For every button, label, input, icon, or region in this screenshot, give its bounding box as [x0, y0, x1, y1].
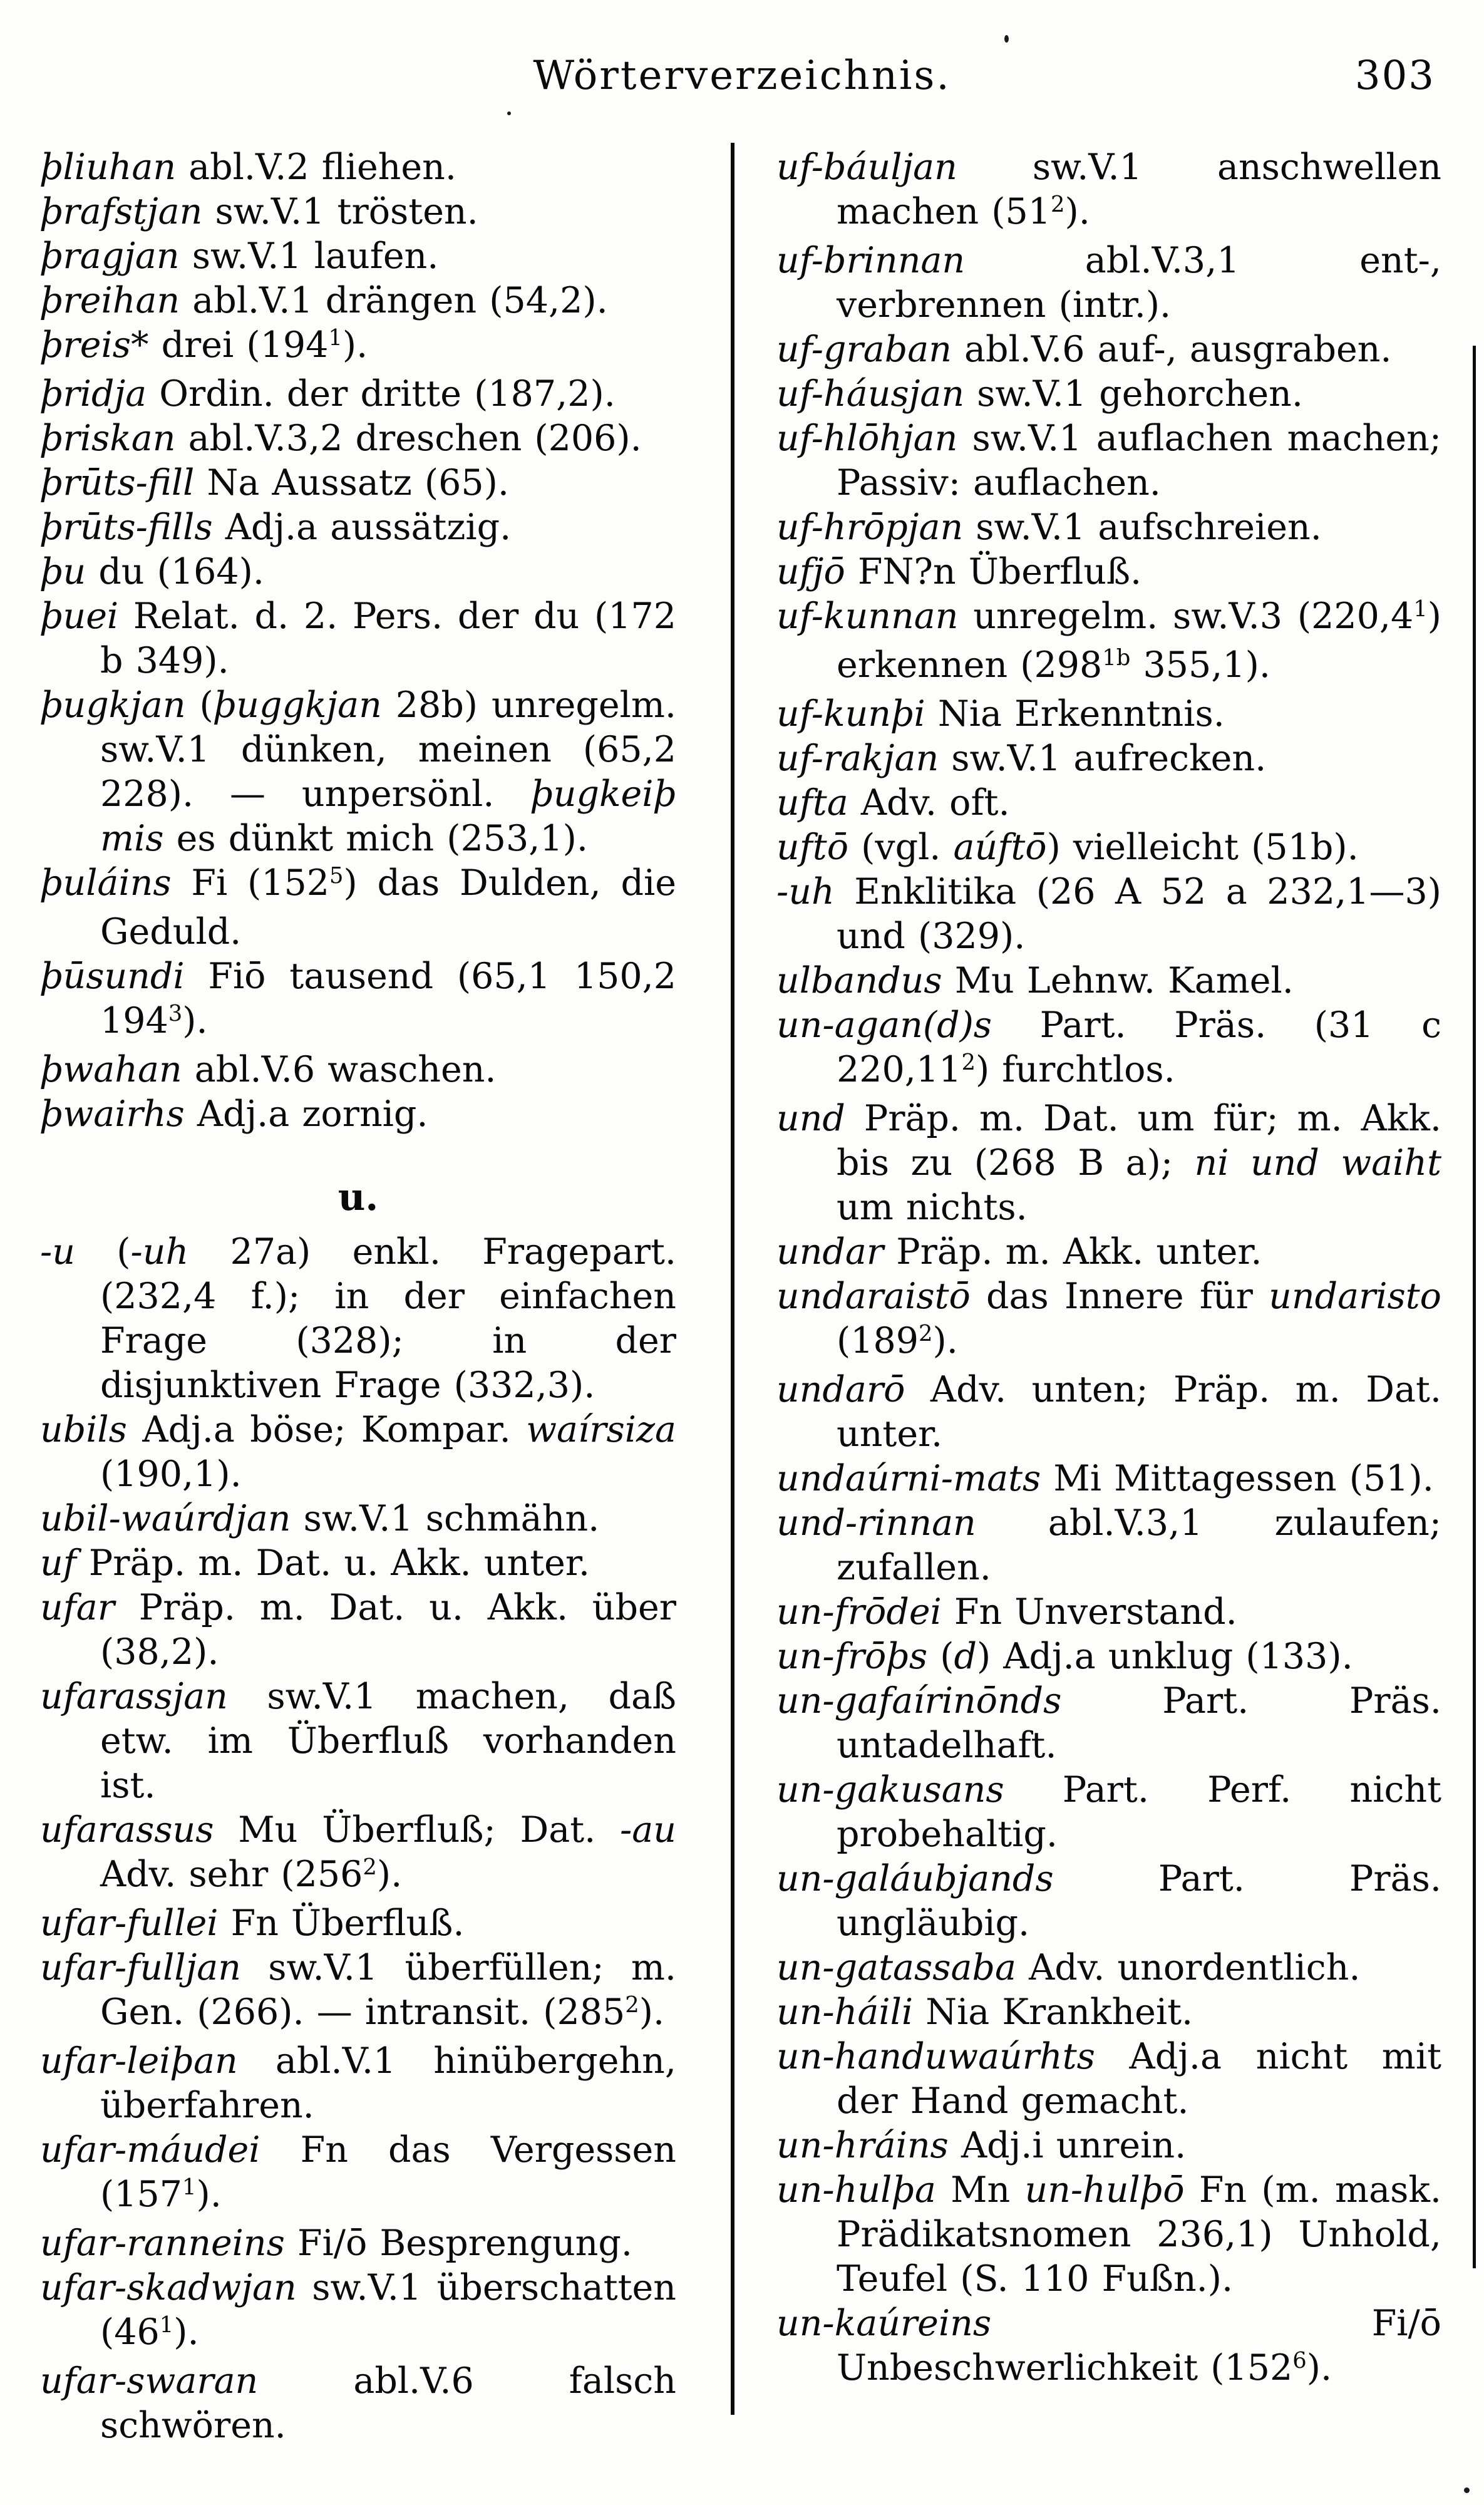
entry-gloss: d: [954, 1636, 977, 1677]
dictionary-entry: [776, 550, 1441, 594]
dictionary-entry: [40, 1092, 676, 1137]
entry-gloss: sw.V.1 laufen.: [179, 235, 439, 277]
dictionary-entry: [776, 1457, 1441, 1501]
dictionary-entry: [776, 1946, 1441, 1990]
dictionary-entry: [776, 1679, 1441, 1768]
entry-gloss: waírsiza: [526, 1409, 676, 1450]
scan-speck: [507, 111, 511, 115]
entry-gloss: Relat. d. 2. Pers. der du (172 b 349).: [100, 596, 676, 681]
entry-gloss: drei (194: [148, 324, 329, 366]
entry-lemma: uf-rakjan: [776, 738, 939, 779]
entry-gloss: sw.V.1 überfüllen; m. Gen. (266). — intransit. (285: [100, 1947, 676, 2033]
dictionary-entry: [40, 2039, 676, 2128]
entry-lemma: þliuhan: [40, 147, 177, 188]
entry-gloss: (: [185, 684, 214, 726]
entry-gloss: ).: [182, 1000, 208, 1041]
entry-gloss: unregelm. sw.V.3 (220,4: [958, 596, 1414, 637]
dictionary-entry: [40, 1586, 676, 1675]
entry-lemma: ufar: [40, 1587, 115, 1628]
dictionary-entry: [776, 825, 1441, 870]
entry-gloss: Adj.a zornig.: [184, 1093, 428, 1135]
entry-lemma: þwairhs: [40, 1093, 185, 1135]
dictionary-entry: [40, 372, 676, 416]
dictionary-entry: [40, 1901, 676, 1946]
entry-gloss: Adv. oft.: [848, 782, 1010, 824]
entry-lemma: þwahan: [40, 1049, 182, 1090]
entry-lemma: þu: [40, 551, 86, 592]
superscript-ref: 2: [363, 1854, 377, 1880]
entry-lemma: ufar-ranneins: [40, 2223, 285, 2264]
entry-gloss: Nia Krankheit.: [913, 1991, 1193, 2033]
entry-gloss: (: [927, 1636, 954, 1677]
entry-lemma: ufar-swaran: [40, 2360, 259, 2402]
entry-gloss: þuggkjan: [213, 684, 382, 726]
entry-gloss: sw.V.1 überschatten (46: [100, 2267, 676, 2353]
entry-lemma: þuláins: [40, 862, 172, 904]
dictionary-entry: [776, 2168, 1441, 2301]
entry-gloss: ) Adj.a unklug (133).: [976, 1636, 1353, 1677]
entry-gloss: Part. Präs. ungläubig.: [837, 1858, 1441, 1944]
entry-gloss: ).: [932, 1320, 958, 1361]
entry-lemma: þridja: [40, 373, 147, 415]
entry-gloss: ).: [173, 2311, 199, 2353]
entry-gloss: Präp. m. Akk. unter.: [884, 1231, 1262, 1273]
dictionary-entry: [776, 1274, 1441, 1368]
entry-gloss: (189: [837, 1320, 919, 1361]
entry-gloss: abl.V.6 waschen.: [182, 1049, 497, 1090]
entry-lemma: ulbandus: [776, 960, 942, 1001]
entry-gloss: Enklitika (26 A 52 a 232,1—3) und (329).: [834, 871, 1441, 957]
entry-gloss: Fi/ō Besprengung.: [284, 2223, 632, 2264]
dictionary-entry: [40, 1808, 676, 1901]
entry-lemma: uftō: [776, 827, 849, 868]
dictionary-entry: [40, 145, 676, 190]
dictionary-entry: [776, 781, 1441, 825]
dictionary-entry: [776, 1003, 1441, 1097]
dictionary-entry: [776, 239, 1441, 328]
entry-gloss: abl.V.1 hinübergehn, überfahren.: [100, 2040, 676, 2126]
entry-lemma: und-rinnan: [776, 1502, 976, 1544]
entry-lemma: ubil-waúrdjan: [40, 1498, 291, 1539]
dictionary-entry: [776, 1097, 1441, 1230]
dictionary-entry: [776, 594, 1441, 692]
entry-lemma: un-gatassaba: [776, 1947, 1016, 1988]
superscript-ref: 1: [159, 2311, 174, 2338]
dictionary-entry: [40, 234, 676, 279]
entry-lemma: uf-báuljan: [776, 147, 957, 188]
entry-gloss: es dünkt mich (253,1).: [163, 818, 589, 859]
entry-gloss: Fn Unverstand.: [941, 1591, 1237, 1633]
entry-lemma: un-frōdei: [776, 1591, 942, 1633]
entry-lemma: þriskan: [40, 418, 176, 459]
entry-gloss: Fi/ō Unbeschwerlichkeit (152: [837, 2303, 1441, 2389]
entry-lemma: þūsundi: [40, 956, 185, 997]
dictionary-entry: [40, 2128, 676, 2221]
entry-gloss: sw.V.1 aufrecken.: [939, 738, 1267, 779]
superscript-ref: 5: [329, 862, 344, 889]
page-title: Wörterverzeichnis.: [533, 53, 951, 99]
entry-gloss: -au: [620, 1809, 676, 1851]
left-column: [40, 145, 676, 2448]
dictionary-entry: [40, 416, 676, 461]
dictionary-entry: [776, 959, 1441, 1003]
superscript-ref: 2: [961, 1049, 976, 1075]
entry-gloss: sw.V.1 aufschreien.: [963, 507, 1322, 548]
dictionary-entry: [776, 1857, 1441, 1946]
entry-gloss: aúftō: [953, 827, 1047, 868]
entry-lemma: undaraistō: [776, 1276, 971, 1317]
entry-gloss: abl.V.6 falsch schwören.: [100, 2360, 676, 2446]
entry-lemma: uf-háusjan: [776, 373, 965, 415]
dictionary-entry: [40, 190, 676, 234]
entry-gloss: ) furchtlos.: [975, 1049, 1175, 1090]
entry-gloss: abl.V.6 auf-, ausgraben.: [951, 329, 1392, 370]
entry-lemma: ufar-fullei: [40, 1903, 219, 1944]
entry-lemma: -uh: [776, 871, 835, 912]
entry-lemma: ufar-skadwjan: [40, 2267, 297, 2308]
dictionary-entry: [776, 145, 1441, 239]
entry-gloss: Fiō tausend (65,1 150,2 194: [100, 956, 676, 1041]
dictionary-entry: [776, 372, 1441, 416]
dictionary-entry: [40, 323, 676, 372]
superscript-ref: 2: [919, 1320, 933, 1346]
entry-lemma: un-galáubjands: [776, 1858, 1054, 1899]
entry-gloss: sw.V.1 machen, daß etw. im Überfluß vorhanden ist.: [100, 1676, 676, 1806]
entry-lemma: þreihan: [40, 280, 180, 321]
dictionary-entry: [40, 2221, 676, 2266]
entry-gloss: Adj.a böse; Kompar.: [126, 1409, 527, 1450]
entry-lemma: un-hráins: [776, 2125, 949, 2166]
entry-gloss: undaristo: [1269, 1276, 1441, 1317]
entry-lemma: un-gakusans: [776, 1769, 1004, 1810]
superscript-ref: 1: [182, 2174, 197, 2200]
column-divider-rule: [731, 143, 734, 2415]
dictionary-entry: [776, 1230, 1441, 1274]
entry-gloss: Adv. unten; Präp. m. Dat. unter.: [837, 1369, 1441, 1455]
entry-lemma: uf-hlōhjan: [776, 418, 958, 459]
entry-lemma: þragjan: [40, 235, 180, 277]
dictionary-entry: [40, 1497, 676, 1541]
dictionary-entry: [40, 2266, 676, 2359]
entry-gloss: FN?n Überfluß.: [845, 551, 1142, 592]
entry-lemma: uf: [40, 1542, 76, 1584]
scan-speck: [1004, 35, 1009, 43]
dictionary-entry: [40, 954, 676, 1048]
entry-gloss: sw.V.1 trösten.: [202, 191, 478, 232]
entry-gloss: Adj.a aussätzig.: [212, 507, 512, 548]
dictionary-entry: [40, 861, 676, 954]
entry-lemma: þuei: [40, 596, 119, 637]
entry-gloss: Part. Präs. (31 c 220,11: [837, 1005, 1441, 1090]
entry-lemma: un-hulþa: [776, 2169, 936, 2211]
entry-gloss: um nichts.: [837, 1187, 1028, 1228]
dictionary-entry: [40, 1230, 676, 1408]
dictionary-entry: [776, 1990, 1441, 2035]
entry-gloss: Part. Präs. untadelhaft.: [837, 1680, 1441, 1766]
entry-gloss: sw.V.1 anschwellen machen (51: [837, 147, 1441, 232]
entry-gloss: Nia Erkenntnis.: [925, 693, 1225, 735]
entry-gloss: Mu Überfluß; Dat.: [214, 1809, 621, 1851]
entry-gloss: sw.V.1 schmähn.: [291, 1498, 600, 1539]
dictionary-entry: [776, 870, 1441, 959]
entry-lemma: un-háili: [776, 1991, 914, 2033]
dictionary-entry: [40, 1946, 676, 2039]
dictionary-entry: [776, 1368, 1441, 1457]
entry-gloss: ) vielleicht (51b).: [1046, 827, 1359, 868]
entry-gloss: Fn das Vergessen (157: [100, 2129, 676, 2215]
entry-gloss: Fi (152: [171, 862, 330, 904]
entry-gloss: Adv. sehr (256: [100, 1854, 363, 1895]
entry-gloss: Fn Überfluß.: [218, 1903, 465, 1944]
entry-lemma: un-kaúreins: [776, 2303, 992, 2344]
superscript-ref: 3: [168, 1000, 183, 1026]
entry-lemma: und: [776, 1098, 845, 1139]
dictionary-entry: [40, 2359, 676, 2448]
entry-gloss: Mn: [935, 2169, 1025, 2211]
entry-lemma: undar: [776, 1231, 884, 1273]
entry-lemma: þrūts-fill: [40, 462, 195, 504]
entry-lemma: un-frōþs: [776, 1636, 928, 1677]
page-number: 303: [1354, 53, 1435, 99]
entry-lemma: un-gafaírinōnds: [776, 1680, 1062, 1722]
page-edge-line: [1473, 346, 1476, 2268]
dictionary-entry: [40, 1541, 676, 1586]
entry-gloss: Mi Mittagessen (51).: [1041, 1458, 1434, 1499]
entry-gloss: Na Aussatz (65).: [194, 462, 509, 504]
entry-gloss: Präp. m. Dat. um für; m. Akk. bis zu (268 B a);: [837, 1098, 1441, 1184]
entry-lemma: ufar-fulljan: [40, 1947, 241, 1988]
entry-gloss: Mu Lehnw. Kamel.: [942, 960, 1294, 1001]
entry-gloss: Part. Perf. nicht probehaltig.: [837, 1769, 1441, 1855]
entry-lemma: uf-kunþi: [776, 693, 925, 735]
dictionary-entry: [776, 1635, 1441, 1679]
dictionary-entry: [776, 416, 1441, 505]
entry-gloss: (vgl.: [848, 827, 954, 868]
entry-gloss: 27a) enkl. Fragepart. (232,4 f.); in der einfachen Frage (328); in der disjunktiven Frage (332,3).: [100, 1231, 677, 1406]
superscript-ref: 1b: [1102, 644, 1131, 671]
dictionary-entry: [40, 505, 676, 550]
entry-lemma: þrafstjan: [40, 191, 203, 232]
scan-speck: [1464, 2487, 1470, 2493]
dictionary-entry: [40, 279, 676, 323]
dictionary-entry: [776, 2124, 1441, 2168]
superscript-ref: 1: [328, 324, 343, 351]
entry-lemma: un-agan(d)s: [776, 1005, 992, 1046]
dictionary-entry: [776, 736, 1441, 781]
entry-gloss: sw.V.1 gehorchen.: [964, 373, 1303, 415]
entry-gloss: das Innere für: [970, 1276, 1269, 1317]
entry-gloss: ).: [1064, 191, 1090, 232]
entry-gloss: du (164).: [86, 551, 265, 592]
dictionary-entry: [776, 505, 1441, 550]
entry-lemma: þreis*: [40, 324, 149, 366]
right-column: [776, 145, 1441, 2395]
entry-gloss: Adv. unordentlich.: [1016, 1947, 1361, 1988]
dictionary-entry: [776, 1768, 1441, 1857]
entry-gloss: abl.V.2 fliehen.: [176, 147, 456, 188]
dictionary-entry: [40, 1675, 676, 1808]
entry-lemma: uf-brinnan: [776, 240, 966, 281]
entry-lemma: ufta: [776, 782, 848, 824]
entry-gloss: abl.V.3,1 zulaufen; zufallen.: [837, 1502, 1441, 1588]
entry-lemma: -u: [40, 1231, 75, 1273]
entry-gloss: Fn (m. mask. Prädikatsnomen 236,1) Unhold, Teufel (S. 110 Fußn.).: [837, 2169, 1442, 2300]
entry-lemma: ufjō: [776, 551, 845, 592]
entry-lemma: un-handuwaúrhts: [776, 2036, 1095, 2077]
entry-gloss: Präp. m. Dat. u. Akk. unter.: [76, 1542, 590, 1584]
superscript-ref: 1: [1413, 596, 1428, 622]
entry-gloss: ).: [376, 1854, 403, 1895]
entry-gloss: ).: [196, 2174, 222, 2215]
entry-gloss: (190,1).: [100, 1454, 242, 1495]
entry-gloss: abl.V.3,1 ent-, verbrennen (intr.).: [837, 240, 1441, 326]
entry-lemma: uf-graban: [776, 329, 952, 370]
entry-lemma: ufarassus: [40, 1809, 214, 1851]
entry-gloss: abl.V.3,2 dreschen (206).: [175, 418, 642, 459]
section-heading: u.: [338, 1175, 379, 1219]
superscript-ref: 2: [1051, 191, 1065, 217]
superscript-ref: 2: [625, 1991, 639, 2018]
entry-gloss: ) das Dulden, die Geduld.: [100, 862, 676, 953]
dictionary-entry: [40, 594, 676, 683]
dictionary-entry: [776, 2301, 1441, 2395]
entry-lemma: þrūts-fills: [40, 507, 213, 548]
entry-lemma: ufarassjan: [40, 1676, 228, 1717]
entry-lemma: uf-hrōpjan: [776, 507, 964, 548]
entry-lemma: undaúrni-mats: [776, 1458, 1041, 1499]
entry-gloss: 355,1).: [1130, 644, 1271, 686]
dictionary-entry: [776, 1501, 1441, 1590]
dictionary-entry: [40, 1408, 676, 1497]
entry-gloss: Ordin. der dritte (187,2).: [147, 373, 616, 415]
entry-gloss: -uh: [130, 1231, 189, 1273]
entry-gloss: þugkeiþ mis: [100, 773, 676, 859]
dictionary-entry: [40, 550, 676, 594]
entry-gloss: ).: [342, 324, 368, 366]
entry-gloss: sw.V.1 auflachen machen; Passiv: auflachen.: [837, 418, 1441, 504]
entry-gloss: ) erkennen (298: [837, 596, 1441, 686]
entry-lemma: uf-kunnan: [776, 596, 959, 637]
entry-lemma: ufar-leiþan: [40, 2040, 238, 2082]
dictionary-entry: [40, 683, 676, 861]
entry-gloss: Adj.a nicht mit der Hand gemacht.: [837, 2036, 1441, 2122]
entry-gloss: ni und waiht: [1194, 1142, 1441, 1184]
dictionary-entry: [776, 2035, 1441, 2124]
entry-gloss: Adj.i unrein.: [948, 2125, 1187, 2166]
entry-gloss: ).: [1306, 2347, 1332, 2389]
dictionary-entry: [40, 1048, 676, 1092]
dictionary-entry: [776, 328, 1441, 372]
entry-lemma: undarō: [776, 1369, 905, 1410]
entry-gloss: (: [75, 1231, 131, 1273]
dictionary-entry: [776, 1590, 1441, 1635]
dictionary-entry: [40, 461, 676, 505]
superscript-ref: 6: [1292, 2347, 1307, 2373]
entry-gloss: abl.V.1 drängen (54,2).: [180, 280, 608, 321]
entry-gloss: 28b) unregelm. sw.V.1 dünken, meinen (65,2 228). — unpersönl.: [100, 684, 676, 815]
dictionary-entry: [776, 692, 1441, 736]
entry-lemma: þugkjan: [40, 684, 186, 726]
entry-gloss: un-hulþō: [1024, 2169, 1185, 2211]
entry-lemma: ufar-máudei: [40, 2129, 260, 2171]
entry-gloss: Präp. m. Dat. u. Akk. über (38,2).: [100, 1587, 676, 1673]
entry-lemma: ubils: [40, 1409, 127, 1450]
entry-gloss: ).: [639, 1991, 665, 2033]
